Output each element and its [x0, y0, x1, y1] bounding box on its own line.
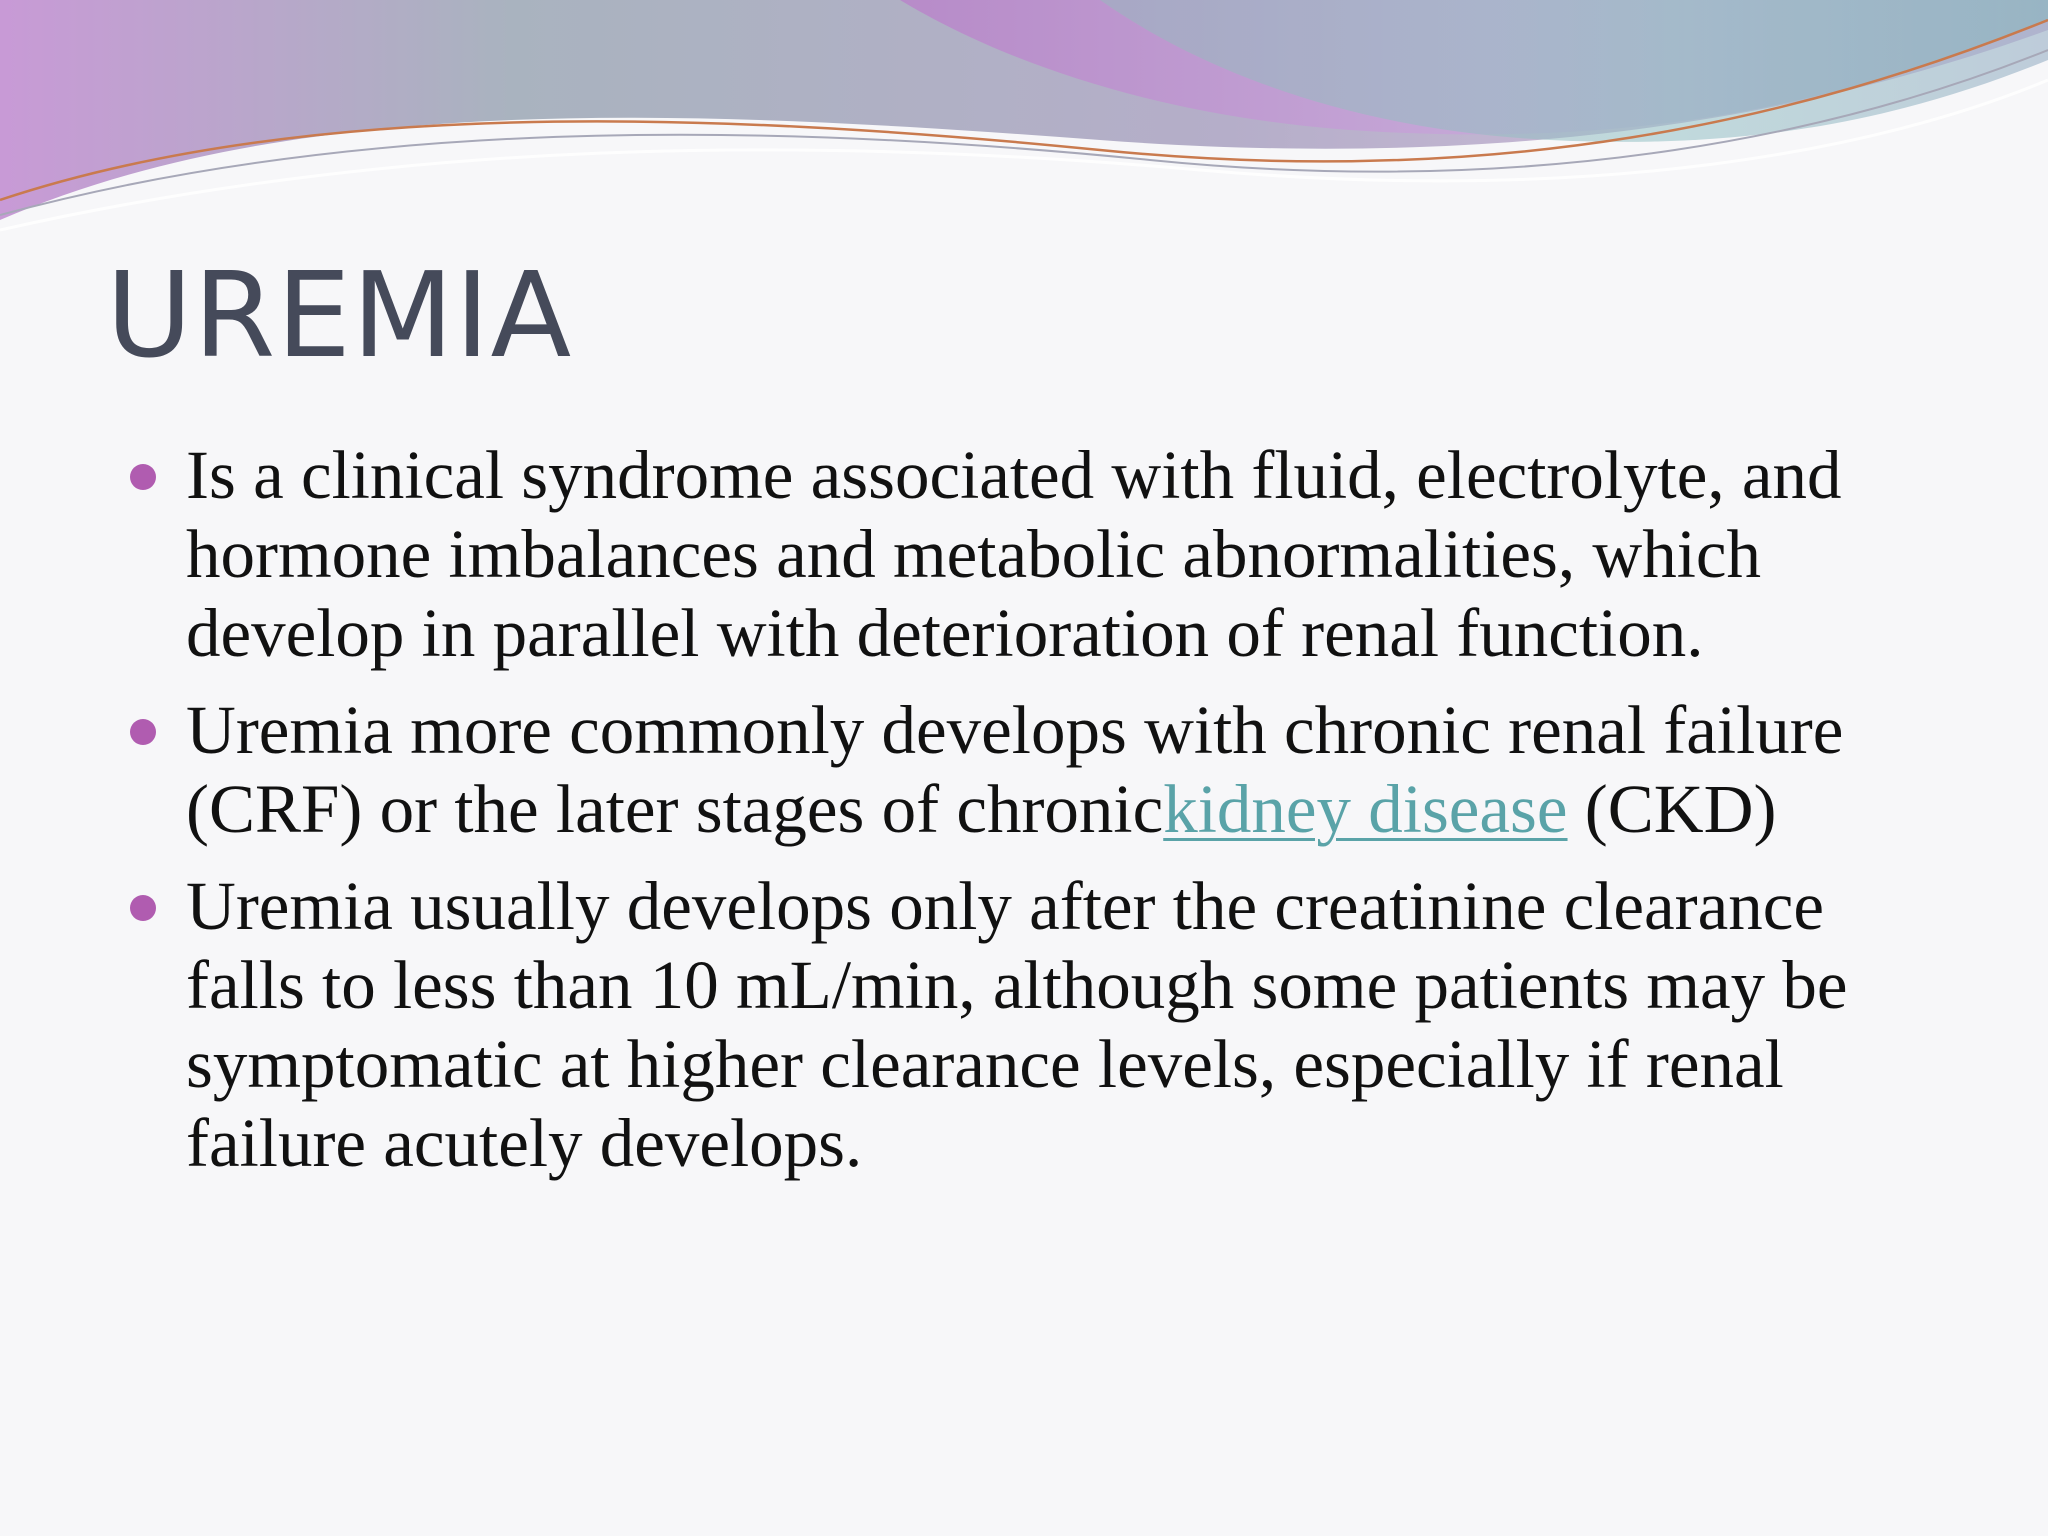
kidney-disease-link[interactable]: kidney disease [1163, 771, 1568, 847]
bullet-list [130, 436, 1950, 1201]
bullet-text: Uremia usually develops only after the creatinine clearance falls to less than 10 mL/min, although some patients may be symptomatic at higher clearance levels, especially if renal failure acutely develops. [186, 868, 1848, 1181]
bullet-item-creatinine [130, 867, 1950, 1183]
bullet-dot-icon [130, 464, 156, 490]
bullet-text: Is a clinical syndrome associated with fluid, electrolyte, and hormone imbalances and metabolic abnormalities, which develop in parallel with deterioration of renal function. [186, 437, 1842, 671]
header-wave-decoration [0, 0, 2048, 240]
bullet-text: Uremia more commonly develops with chronic renal failure (CRF) or the later stages of chronic [186, 692, 1844, 847]
slide-title: UREMIA [106, 246, 573, 384]
bullet-dot-icon [130, 719, 156, 745]
bullet-item-ckd [130, 691, 1950, 849]
bullet-item-definition [130, 436, 1950, 673]
bullet-text-after-link: (CKD) [1567, 771, 1777, 847]
bullet-dot-icon [130, 895, 156, 921]
